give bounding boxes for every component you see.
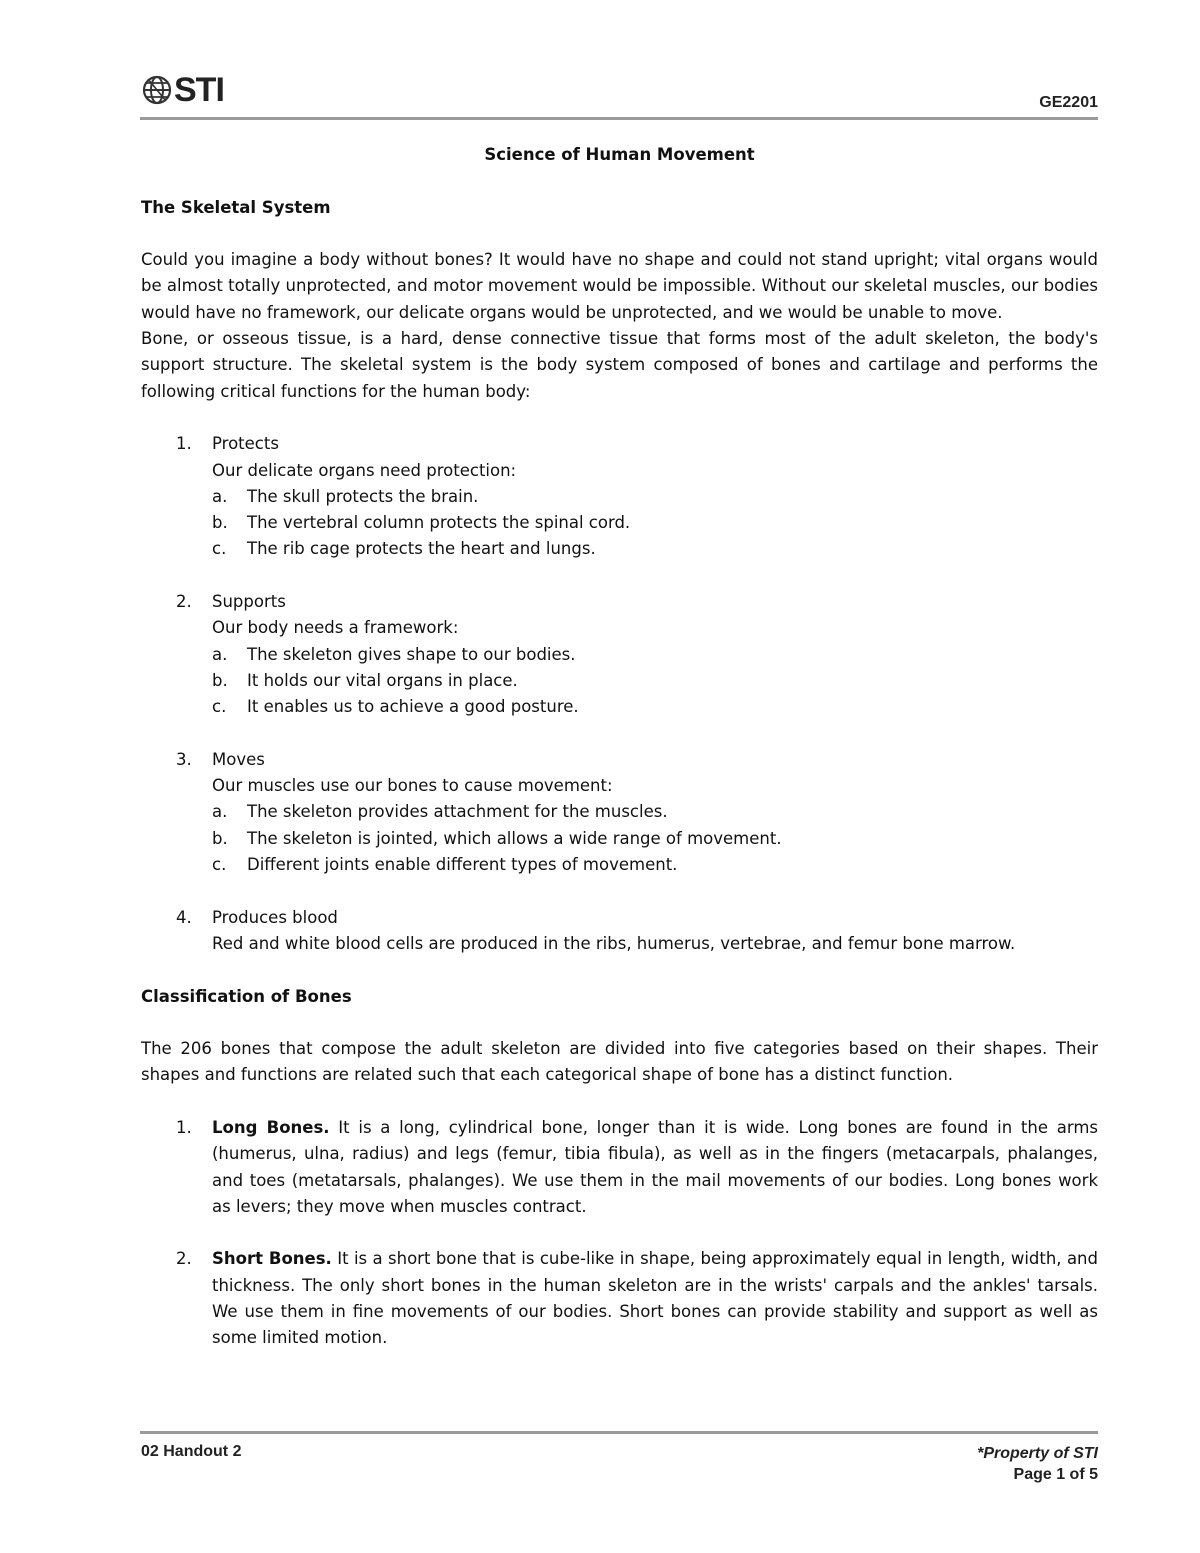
handout-label: 02 Handout 2 [141, 1443, 242, 1460]
page-number: Page 1 of 5 [1013, 1466, 1098, 1483]
list-item: 1. Protects Our delicate organs need protection: a. The skull protects the brain. b. The vertebral column protects the spinal cord. c. The rib cage protects the heart and lungs. [141, 431, 1098, 589]
classification-paragraph: The 206 bones that compose the adult skeleton are divided into five categories based on their shapes. Their shapes and functions are related such that each categorical shape of bone has a distinct function. [141, 1039, 1098, 1085]
sub-list-item: c. It enables us to achieve a good posture. [212, 697, 579, 717]
function-title: Moves [212, 749, 265, 769]
sub-list-item: a. The skeleton gives shape to our bodies. [212, 644, 576, 664]
sub-list-item: c. The rib cage protects the heart and lungs. [212, 539, 596, 559]
sub-list [212, 642, 1098, 721]
sub-list-item: b. The skeleton is jointed, which allows a wide range of movement. [212, 828, 782, 848]
list-item: 1. Long Bones. It is a long, cylindrical bone, longer than it is wide. Long bones are found in the arms (humerus, ulna, radius) and legs (femur, tibia fibula), as well as in the fingers (metacarpals, phalanges, and toes (metatarsals, phalanges). We use them in the mail movements of our bodies. Long bones work as levers; they move when muscles contract. [176, 1117, 1098, 1216]
list-item: 2. Short Bones. It is a short bone that is cube-like in shape, being approximately equal in length, width, and thickness. The only short bones in the human skeleton are in the wrists' carpals and the ankles' tarsals. We use them in fine movements of our bodies. Short bones can provide stability and support as well as some limited motion. [176, 1249, 1098, 1348]
property-notice: *Property of STI [977, 1445, 1098, 1462]
function-intro: Our muscles use our bones to cause movement: [212, 776, 613, 796]
footer-divider [140, 1431, 1098, 1434]
bone-types-list [141, 1115, 1098, 1352]
function-intro: Our delicate organs need protection: [212, 460, 517, 480]
document-body [141, 142, 1098, 1352]
globe-icon [142, 75, 172, 105]
bone-type-description: It is a long, cylindrical bone, longer than it is wide. Long bones are found in the arms (humerus, ulna, radius) and legs (femur, tibia fibula), as well as in the fingers (metacarpals, phalanges, and toes (metatarsals, phalanges). We use them in the mail movements of our bodies. Long bones work as levers; they move when muscles contract. [212, 1117, 1098, 1216]
function-title: Produces blood [212, 907, 338, 927]
sti-logo [142, 72, 224, 108]
sub-list-item: b. The vertebral column protects the spinal cord. [212, 513, 631, 533]
course-code: GE2201 [1039, 94, 1098, 111]
footer-right [977, 1443, 1098, 1485]
sub-list [212, 484, 1098, 563]
page-title: Science of Human Movement [484, 145, 755, 164]
list-item: 2. Supports Our body needs a framework: a. The skeleton gives shape to our bodies. b. It holds our vital organs in place. c. It enables us to achieve a good posture. [141, 589, 1098, 747]
bone-type-term: Long Bones. [212, 1117, 330, 1137]
section-heading-classification: Classification of Bones [141, 986, 352, 1006]
list-item: 3. Moves Our muscles use our bones to cause movement: a. The skeleton provides attachment for the muscles. b. The skeleton is jointed, which allows a wide range of movement. c. Different joints enable different types of movement. [141, 747, 1098, 905]
sub-list-item: a. The skull protects the brain. [212, 486, 479, 506]
bone-definition-paragraph: Bone, or osseous tissue, is a hard, dense connective tissue that forms most of the adult skeleton, the body's support structure. The skeletal system is the body system composed of bones and cartilage and performs the following critical functions for the human body: [141, 329, 1098, 401]
sub-list-item: b. It holds our vital organs in place. [212, 670, 518, 690]
sub-list-item: c. Different joints enable different types of movement. [212, 855, 678, 875]
bone-type-term: Short Bones. [212, 1249, 332, 1269]
header-divider [140, 117, 1098, 120]
function-title: Supports [212, 592, 286, 612]
intro-paragraph: Could you imagine a body without bones? It would have no shape and could not stand upright; vital organs would be almost totally unprotected, and motor movement would be impossible. Without our skeletal muscles, our bodies would have no framework, our delicate organs would be unprotected, and we would be unable to move. [141, 250, 1098, 322]
bone-type-description: It is a short bone that is cube-like in shape, being approximately equal in length, width, and thickness. The only short bones in the human skeleton are in the wrists' carpals and the ankles' tarsals. We use them in fine movements of our bodies. Short bones can provide stability and support as well as some limited motion. [212, 1249, 1098, 1348]
function-intro: Red and white blood cells are produced in the ribs, humerus, vertebrae, and femur bone marrow. [212, 933, 1016, 953]
section-heading-skeletal-system: The Skeletal System [141, 197, 331, 217]
function-intro: Our body needs a framework: [212, 618, 459, 638]
sub-list [212, 799, 1098, 878]
logo-text: STI [174, 71, 224, 109]
sub-list-item: a. The skeleton provides attachment for the muscles. [212, 802, 668, 822]
list-item: 4. Produces blood Red and white blood cells are produced in the ribs, humerus, vertebrae, and femur bone marrow. [141, 905, 1098, 958]
skeletal-functions-list [141, 431, 1098, 957]
function-title: Protects [212, 434, 279, 454]
